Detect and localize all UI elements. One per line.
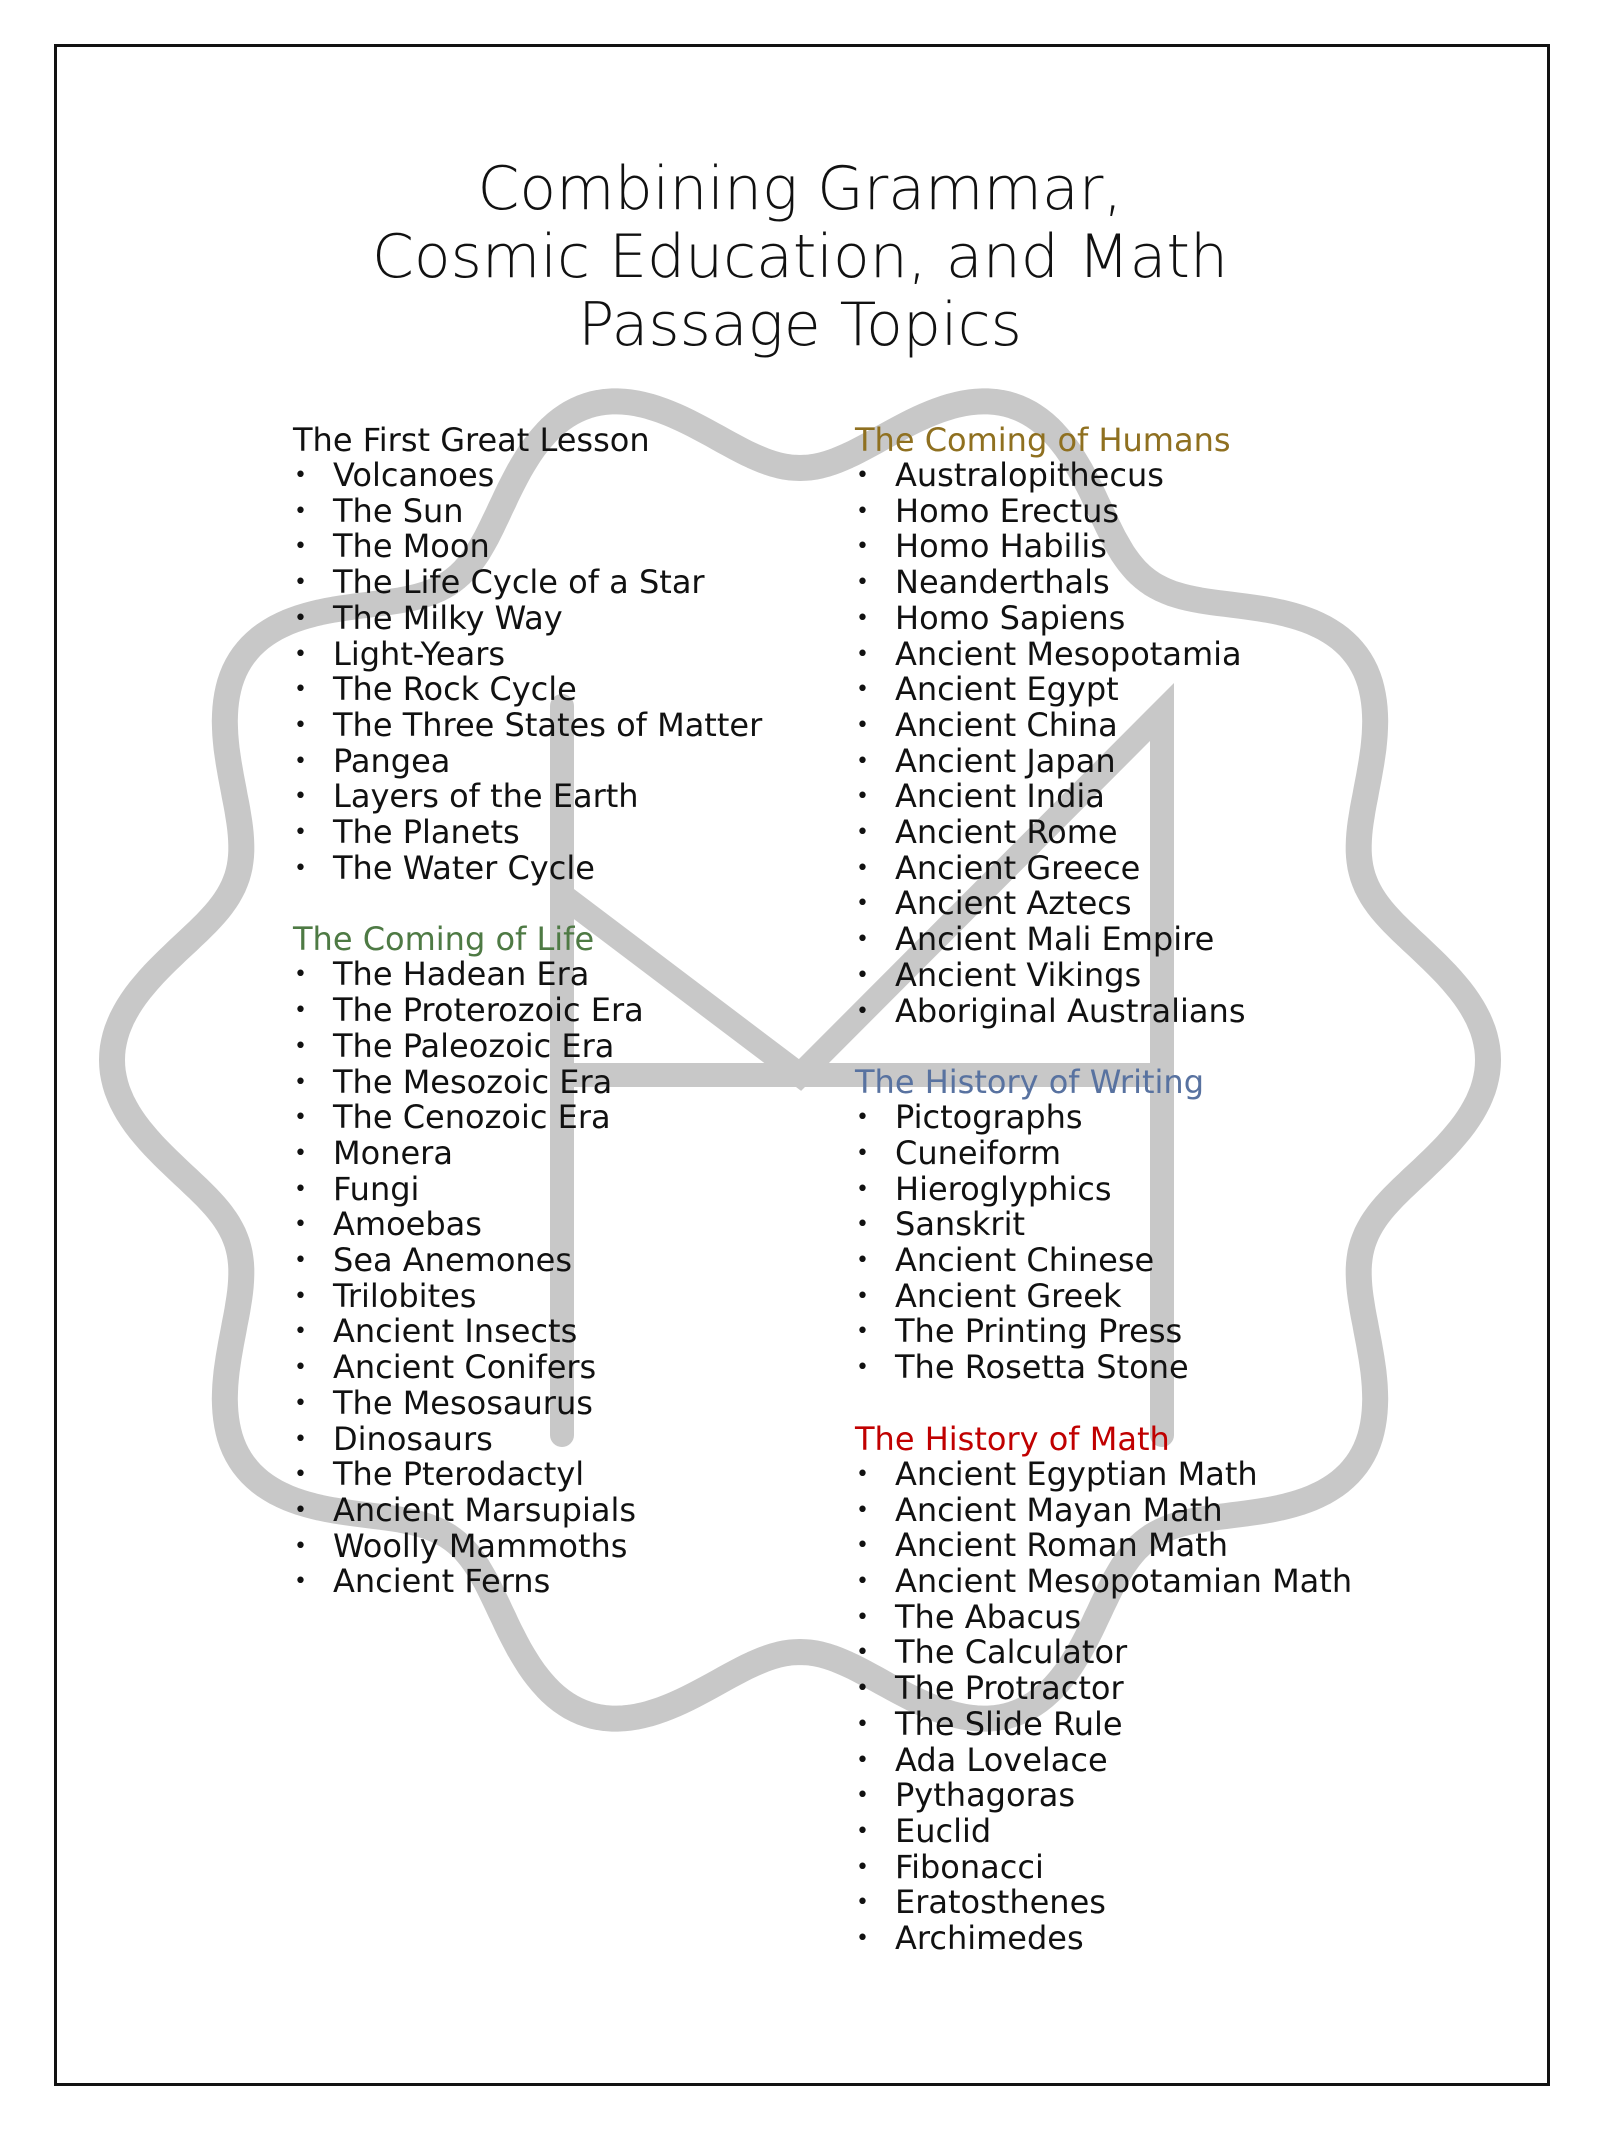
- topic-list-item: • Aboriginal Australians: [855, 994, 1415, 1030]
- section-history-of-math: [855, 1421, 1415, 1957]
- topic-list-item: • The Paleozoic Era: [293, 1029, 853, 1065]
- topic-list-item: • Ancient Mesopotamia: [855, 637, 1415, 673]
- topic-list-item: • Amoebas: [293, 1207, 853, 1243]
- section-title-history-of-writing: The History of Writing: [855, 1063, 1204, 1102]
- topic-list-item: • The Proterozoic Era: [293, 993, 853, 1029]
- section-history-of-writing: [855, 1064, 1415, 1386]
- topic-list-item: • The Rock Cycle: [293, 672, 853, 708]
- topic-list-item: • Trilobites: [293, 1279, 853, 1315]
- right-column: [855, 422, 1415, 1992]
- topic-list-item: • Neanderthals: [855, 565, 1415, 601]
- section-first-great-lesson: [293, 422, 853, 886]
- topic-list-item: • Cuneiform: [855, 1136, 1415, 1172]
- section-title-coming-of-humans: The Coming of Humans: [855, 421, 1231, 459]
- topic-list-item: • Homo Erectus: [855, 494, 1415, 530]
- topic-list-item: • Ancient Mayan Math: [855, 1493, 1415, 1529]
- topic-list-item: • Ancient Vikings: [855, 958, 1415, 994]
- topic-list-item: • Volcanoes: [293, 458, 853, 494]
- topic-list-item: • Ancient China: [855, 708, 1415, 744]
- left-column: [293, 422, 853, 1635]
- topic-list: [855, 1454, 1415, 1958]
- topic-list-item: • The Hadean Era: [293, 957, 853, 993]
- section-title-coming-of-life: The Coming of Life: [293, 920, 595, 959]
- topic-list-item: • The Printing Press: [855, 1314, 1415, 1350]
- topic-list-item: • Monera: [293, 1136, 853, 1172]
- section-coming-of-humans: [855, 422, 1415, 1029]
- topic-list-item: • The Sun: [293, 494, 853, 530]
- topic-list-item: • The Pterodactyl: [293, 1457, 853, 1493]
- topic-list-item: • Pythagoras: [855, 1778, 1415, 1814]
- section-coming-of-life: [293, 921, 853, 1600]
- topic-list-item: • Ancient Insects: [293, 1314, 853, 1350]
- topic-list-item: • Ancient Greek: [855, 1279, 1415, 1315]
- topic-list-item: • Ancient Rome: [855, 815, 1415, 851]
- topic-list-item: • The Three States of Matter: [293, 708, 853, 744]
- topic-list-item: • Ancient Aztecs: [855, 886, 1415, 922]
- topic-list-item: • The Slide Rule: [855, 1707, 1415, 1743]
- topic-list-item: • Ancient Egypt: [855, 672, 1415, 708]
- topic-list-item: • Woolly Mammoths: [293, 1529, 853, 1565]
- topic-list-item: • The Planets: [293, 815, 853, 851]
- topic-list: [293, 957, 853, 1600]
- topic-list-item: • Eratosthenes: [855, 1885, 1415, 1921]
- page-title: [0, 155, 1600, 359]
- topic-list-item: • Layers of the Earth: [293, 779, 853, 815]
- topic-list-item: • The Cenozoic Era: [293, 1100, 853, 1136]
- topic-list-item: • The Rosetta Stone: [855, 1350, 1415, 1386]
- topic-list: [855, 1100, 1415, 1386]
- topic-list-item: • The Milky Way: [293, 601, 853, 637]
- topic-list-item: • Sanskrit: [855, 1207, 1415, 1243]
- topic-list-item: • Euclid: [855, 1814, 1415, 1850]
- section-title-history-of-math: The History of Math: [855, 1419, 1170, 1458]
- topic-list-item: • The Calculator: [855, 1635, 1415, 1671]
- topic-list-item: • Fungi: [293, 1172, 853, 1208]
- topic-list-item: • Ancient Mesopotamian Math: [855, 1564, 1415, 1600]
- title-line-1: Combining Grammar,: [477, 154, 1123, 224]
- topic-list-item: • Ada Lovelace: [855, 1743, 1415, 1779]
- topic-list-item: • Dinosaurs: [293, 1422, 853, 1458]
- topic-list-item: • Fibonacci: [855, 1850, 1415, 1886]
- topic-list-item: • Sea Anemones: [293, 1243, 853, 1279]
- topic-list-item: • Pangea: [293, 744, 853, 780]
- topic-list-item: • Ancient Greece: [855, 851, 1415, 887]
- topic-list-item: • Hieroglyphics: [855, 1172, 1415, 1208]
- topic-list-item: • Ancient Mali Empire: [855, 922, 1415, 958]
- title-line-3: Passage Topics: [578, 290, 1022, 360]
- topic-list-item: • The Life Cycle of a Star: [293, 565, 853, 601]
- section-title-first-great-lesson: The First Great Lesson: [293, 421, 650, 459]
- topic-list-item: • Pictographs: [855, 1100, 1415, 1136]
- title-line-2: Cosmic Education, and Math: [372, 222, 1228, 292]
- topic-list-item: • Ancient Ferns: [293, 1564, 853, 1600]
- topic-list-item: • The Abacus: [855, 1600, 1415, 1636]
- topic-list-item: • Ancient Marsupials: [293, 1493, 853, 1529]
- topic-list-item: • The Mesosaurus: [293, 1386, 853, 1422]
- topic-list-item: • Light-Years: [293, 637, 853, 673]
- topic-list: [293, 458, 853, 886]
- topic-list-item: • The Water Cycle: [293, 851, 853, 887]
- topic-list-item: • The Protractor: [855, 1671, 1415, 1707]
- topic-list-item: • The Mesozoic Era: [293, 1065, 853, 1101]
- topic-list-item: • Ancient India: [855, 779, 1415, 815]
- topic-list-item: • Ancient Chinese: [855, 1243, 1415, 1279]
- topic-list-item: • Australopithecus: [855, 458, 1415, 494]
- topic-list-item: • Ancient Japan: [855, 744, 1415, 780]
- topic-list-item: • Ancient Conifers: [293, 1350, 853, 1386]
- topic-list-item: • Ancient Egyptian Math: [855, 1457, 1415, 1493]
- topic-list-item: • Homo Sapiens: [855, 601, 1415, 637]
- topic-list: [855, 458, 1415, 1029]
- topic-list-item: • Homo Habilis: [855, 529, 1415, 565]
- topic-list-item: • Ancient Roman Math: [855, 1528, 1415, 1564]
- topic-list-item: • Archimedes: [855, 1921, 1415, 1957]
- topic-list-item: • The Moon: [293, 529, 853, 565]
